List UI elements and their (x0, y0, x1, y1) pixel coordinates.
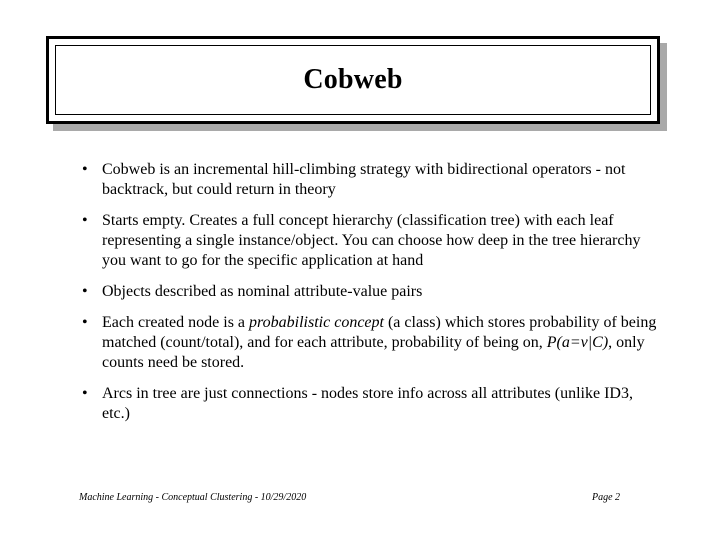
bullet-text: Cobweb is an incremental hill-climbing strategy with bidirectional operators - not backtrack, but could return in theory (102, 161, 626, 198)
bullet-text: Arcs in tree are just connections - nodes store info across all attributes (unlike ID3, etc.) (102, 385, 633, 422)
bullet-dot: • (82, 283, 88, 300)
slide-title: Cobweb (303, 64, 403, 95)
bullet-text (102, 314, 656, 371)
bullet-text-part: Each created node is a (102, 314, 250, 331)
title-box (46, 36, 660, 124)
bullet-dot: • (82, 385, 88, 402)
bullet-item (78, 384, 658, 424)
bullet-text: Starts empty. Creates a full concept hierarchy (classification tree) with each leaf representing a single instance/object. You can choose how deep in the tree hierarchy you want to go for the specific application at hand (102, 212, 641, 269)
bullet-text-part: , only counts need be stored. (102, 334, 645, 371)
footer-page-number: Page 2 (592, 492, 621, 503)
bullet-formula: P(a=v|C) (546, 334, 609, 351)
bullet-emphasis: probabilistic concept (249, 314, 384, 331)
bullet-item (78, 282, 658, 302)
footer-course-info: Machine Learning - Conceptual Clustering - 10/29/2020 (79, 492, 307, 503)
title-inner-border (55, 45, 651, 115)
bullet-item (78, 211, 658, 271)
bullet-dot: • (82, 212, 88, 229)
bullet-dot: • (82, 314, 88, 331)
bullet-text-part: (a class) which stores probability of being matched (count/total), and for each attribute, probability of being on, (102, 314, 657, 351)
bullet-item (78, 313, 658, 373)
bullet-dot: • (82, 161, 88, 178)
bullet-text: Objects described as nominal attribute-value pairs (102, 283, 423, 300)
bullet-list (78, 160, 658, 435)
bullet-item (78, 160, 658, 200)
